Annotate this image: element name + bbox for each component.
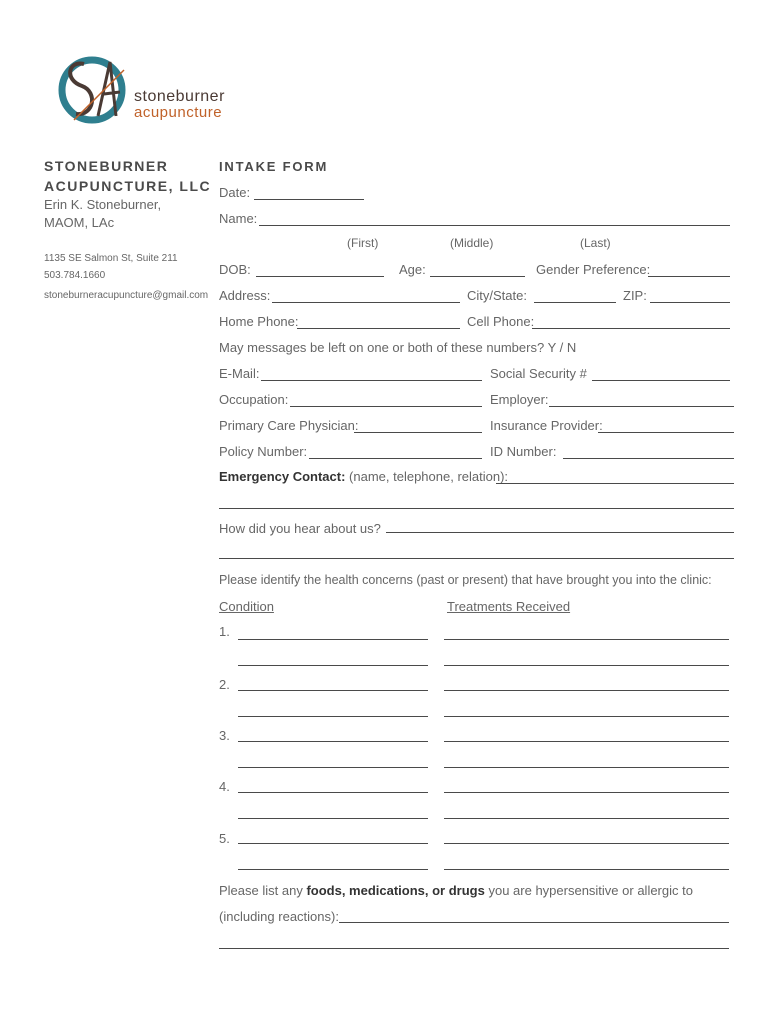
first-caption: (First): [347, 236, 379, 250]
condition-2-field-line2[interactable]: [238, 716, 428, 717]
concern-number-3: 3.: [219, 728, 230, 743]
name-label: Name:: [219, 211, 258, 226]
name-field[interactable]: [259, 225, 730, 226]
occupation-label: Occupation:: [219, 392, 289, 407]
ssn-label: Social Security #: [490, 366, 587, 381]
age-label: Age:: [399, 262, 426, 277]
company-phone: 503.784.1660: [44, 270, 106, 281]
condition-5-field-line2[interactable]: [238, 869, 428, 870]
home-phone-label: Home Phone:: [219, 314, 299, 329]
treatments-header: Treatments Received: [447, 599, 571, 614]
treatment-4-field[interactable]: [444, 792, 729, 793]
city-state-field[interactable]: [534, 302, 616, 303]
hear-field[interactable]: [386, 532, 734, 533]
condition-1-field-line2[interactable]: [238, 665, 428, 666]
treatment-2-field-line2[interactable]: [444, 716, 729, 717]
logo-mark-icon: [54, 50, 130, 130]
gender-field[interactable]: [648, 276, 730, 277]
age-field[interactable]: [430, 276, 525, 277]
treatment-4-field-line2[interactable]: [444, 818, 729, 819]
condition-2-field[interactable]: [238, 690, 428, 691]
dob-field[interactable]: [256, 276, 384, 277]
concern-number-1: 1.: [219, 624, 230, 639]
concern-number-4: 4.: [219, 779, 230, 794]
date-label: Date:: [219, 185, 251, 200]
id-number-label: ID Number:: [490, 444, 557, 459]
logo-word-acupuncture: acupuncture: [134, 104, 223, 121]
date-field[interactable]: [254, 199, 364, 200]
hear-field-line2[interactable]: [219, 558, 734, 559]
condition-3-field-line2[interactable]: [238, 767, 428, 768]
messages-question: May messages be left on one or both of these numbers? Y / N: [219, 340, 577, 355]
zip-label: ZIP:: [623, 288, 647, 303]
form-title: INTAKE FORM: [219, 159, 329, 174]
id-number-field[interactable]: [563, 458, 734, 459]
email-label: E-Mail:: [219, 366, 260, 381]
occupation-field[interactable]: [290, 406, 482, 407]
policy-field[interactable]: [309, 458, 482, 459]
policy-label: Policy Number:: [219, 444, 308, 459]
emergency-label: Emergency Contact: (name, telephone, relation):: [219, 469, 509, 484]
last-caption: (Last): [580, 236, 611, 250]
allergy-field-line2[interactable]: [219, 948, 729, 949]
concerns-prompt: Please identify the health concerns (past or present) that have brought you into the clinic:: [219, 573, 712, 587]
company-email: stoneburneracupuncture@gmail.com: [44, 290, 209, 301]
cell-phone-label: Cell Phone:: [467, 314, 535, 329]
logo: [54, 50, 234, 130]
condition-4-field[interactable]: [238, 792, 428, 793]
logo-word-stoneburner: stoneburner: [134, 88, 225, 105]
condition-5-field[interactable]: [238, 843, 428, 844]
emergency-field-line2[interactable]: [219, 508, 734, 509]
ssn-field[interactable]: [592, 380, 730, 381]
pcp-field[interactable]: [354, 432, 482, 433]
practitioner: Erin K. Stoneburner, MAOM, LAc: [44, 197, 162, 230]
condition-1-field[interactable]: [238, 639, 428, 640]
employer-field[interactable]: [549, 406, 734, 407]
treatment-3-field-line2[interactable]: [444, 767, 729, 768]
gender-label: Gender Preference:: [536, 262, 651, 277]
company-address: 1135 SE Salmon St, Suite 211: [44, 253, 178, 264]
zip-field[interactable]: [650, 302, 730, 303]
employer-label: Employer:: [490, 392, 549, 407]
condition-3-field[interactable]: [238, 741, 428, 742]
condition-header: Condition: [219, 599, 274, 614]
email-field[interactable]: [261, 380, 482, 381]
treatment-1-field[interactable]: [444, 639, 729, 640]
treatment-2-field[interactable]: [444, 690, 729, 691]
hear-label: How did you hear about us?: [219, 521, 381, 536]
dob-label: DOB:: [219, 262, 251, 277]
city-state-label: City/State:: [467, 288, 527, 303]
reactions-label: (including reactions):: [219, 909, 339, 924]
condition-4-field-line2[interactable]: [238, 818, 428, 819]
address-label: Address:: [219, 288, 271, 303]
pcp-label: Primary Care Physician:: [219, 418, 359, 433]
allergy-prompt: Please list any foods, medications, or drugs you are hypersensitive or allergic to: [219, 883, 693, 898]
cell-phone-field[interactable]: [532, 328, 730, 329]
treatment-5-field-line2[interactable]: [444, 869, 729, 870]
treatment-5-field[interactable]: [444, 843, 729, 844]
concern-number-2: 2.: [219, 677, 230, 692]
treatment-3-field[interactable]: [444, 741, 729, 742]
home-phone-field[interactable]: [297, 328, 460, 329]
treatment-1-field-line2[interactable]: [444, 665, 729, 666]
insurance-label: Insurance Provider:: [490, 418, 603, 433]
insurance-field[interactable]: [598, 432, 734, 433]
middle-caption: (Middle): [450, 236, 494, 250]
concern-number-5: 5.: [219, 831, 230, 846]
emergency-field[interactable]: [496, 483, 734, 484]
address-field[interactable]: [272, 302, 460, 303]
allergy-field[interactable]: [339, 922, 729, 923]
company-name: STONEBURNER ACUPUNCTURE, LLC: [44, 158, 212, 194]
